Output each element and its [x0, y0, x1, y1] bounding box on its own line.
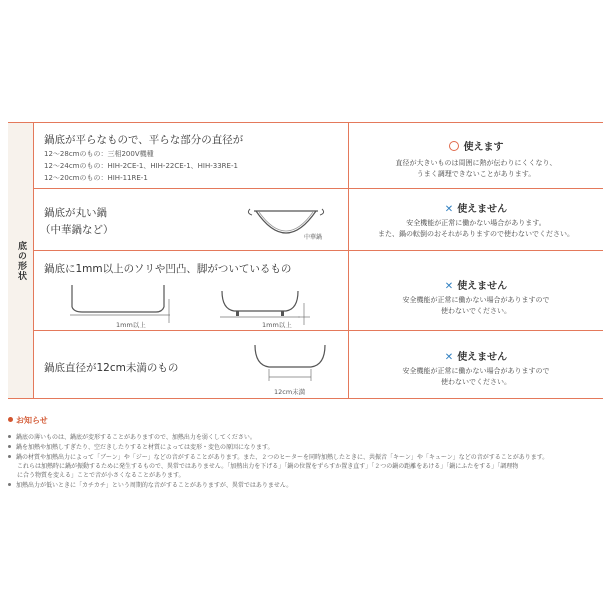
- ok-circle-icon: [449, 141, 459, 151]
- row-heading: 鍋底が平らなもので、平らな部分の直径が: [44, 134, 244, 146]
- cross-icon: ✕: [444, 281, 454, 292]
- row-heading: 鍋底が丸い鍋: [44, 207, 107, 219]
- cross-icon: ✕: [444, 204, 454, 215]
- side-header: [8, 123, 34, 398]
- figure-label: 1mm以上: [116, 321, 146, 329]
- verdict: ✕ 使えません: [444, 281, 508, 292]
- verdict: ✕ 使えません: [444, 352, 508, 363]
- verdict-description: 安全機能が正常に働かない場合があります。 また、鍋の転倒のおそれがありますので使わないでください。: [378, 219, 574, 238]
- figure-label: 中華鍋: [304, 234, 323, 241]
- cross-icon: ✕: [444, 352, 454, 363]
- row-result: [349, 189, 603, 251]
- verdict-description: 安全機能が正常に働かない場合がありますので 使わないでください。: [402, 367, 550, 386]
- notice-item: 鍋底の薄いものは、鍋底が変形することがありますので、加熱出力を弱くしてください。: [8, 432, 256, 441]
- bullet-icon: [8, 483, 11, 486]
- pot-compatibility-table: [8, 122, 603, 399]
- row-condition: [34, 251, 348, 331]
- table-row: [34, 123, 603, 188]
- side-label: 底の形状: [16, 241, 26, 281]
- table-row: [34, 250, 603, 331]
- table-row: [34, 188, 603, 251]
- warped-pot-illustration: [70, 285, 170, 321]
- bullet-icon: [8, 455, 11, 458]
- notice-title: お知らせ: [8, 415, 48, 426]
- notice-item: 鍋の材質や加熱出力によって「ブーン」や「ジー」などの音がすることがあります。また、２つのヒーターを同時加熱したときに、共振音「キーン」や「キューン」などの音がすることがあります。: [8, 452, 548, 461]
- small-pot-illustration: [253, 343, 327, 385]
- verdict-description: 安全機能が正常に働かない場合がありますので 使わないでください。: [402, 296, 550, 315]
- row-line: 12〜20cmのもの：HIH-11RE-1: [44, 174, 148, 182]
- row-condition: [34, 123, 348, 188]
- row-line: 12〜28cmのもの：三相200V機種: [44, 150, 154, 158]
- row-result: [349, 251, 603, 331]
- height-marker-icon: [298, 303, 312, 327]
- notice-dot-icon: [8, 417, 13, 422]
- row-condition: [34, 331, 348, 399]
- figure-label: 1mm以上: [262, 321, 292, 329]
- row-condition: [34, 189, 348, 251]
- row-result: [349, 123, 603, 188]
- row-heading: 鍋底直径が12cm未満のもの: [44, 362, 179, 374]
- notice-item: 加熱出力が低いときに「カチカチ」という周期的な音がすることがありますが、異常ではありません。: [8, 480, 292, 489]
- bullet-icon: [8, 435, 11, 438]
- bullet-icon: [8, 445, 11, 448]
- row-result: [349, 331, 603, 399]
- table-row: [34, 330, 603, 399]
- notice-item: 鍋を加熱や加熱しすぎたり、空だきしたりすると材質によっては変形・変色の原因になります。: [8, 442, 274, 451]
- verdict: 使えます: [349, 138, 603, 153]
- row-subheading: （中華鍋など）: [40, 224, 114, 236]
- row-line: 12〜24cmのもの：HIH-2CE-1、HIH-22CE-1、HIH-33RE-1: [44, 162, 238, 170]
- row-heading: 鍋底に1mm以上のソリや凹凸、脚がついているもの: [44, 263, 292, 275]
- verdict: ✕ 使えません: [444, 204, 508, 215]
- notice-item-continued: これらは加熱時に鍋が振動するために発生するもので、異常ではありません。「加熱出力を下げる」「鍋の位置をずらすか置き直す」「２つの鍋の距離をあける」「鍋にふたをする」「調理物: [17, 463, 519, 470]
- verdict-description: 直径が大きいものは周囲に熱が伝わりにくくなり、 うまく調理できないことがあります。: [395, 159, 557, 178]
- figure-label: 12cm未満: [274, 388, 306, 396]
- notice-item-continued: に合う物質を変える」ことで音が小さくなることがあります。: [17, 472, 185, 479]
